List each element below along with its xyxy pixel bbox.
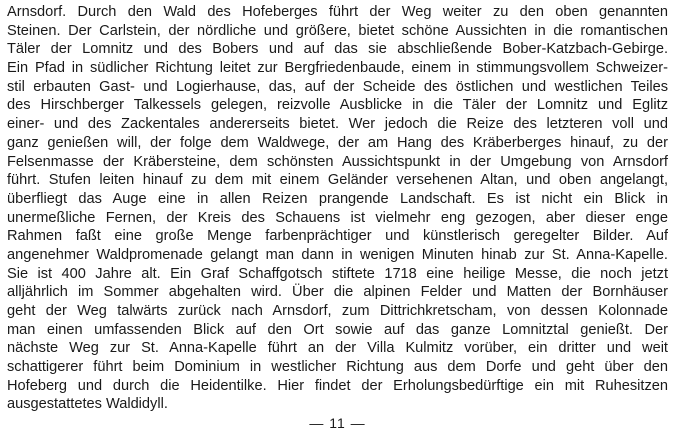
text-line: Hofeberg und durch die Heidentilke. Hier findet der Erholungsbedürftige ein mit Ruhesitzen bbox=[7, 377, 668, 394]
text-line: Ein Pfad in südlicher Richtung leitet zur Bergfriedenbaude, einem in stimmungsvollem Schweizer- bbox=[7, 60, 668, 77]
text-line: schattigerer führt beim Dominium in westlicher Richtung aus dem Dorfe und geht über den bbox=[7, 359, 668, 376]
text-line: stil erbauten Gast- und Logierhause, das, auf der Scheide des östlichen und westlichen Teiles bbox=[7, 78, 668, 95]
text-line: unermeßliche Fernen, der Kreis des Schauens ist vielmehr eng gezogen, aber dieser enge bbox=[7, 209, 668, 226]
text-line: Sie ist 400 Jahre alt. Ein Graf Schaffgotsch stiftete 1718 eine heilige Messe, die noch jetzt bbox=[7, 265, 668, 282]
text-line: Arnsdorf. Durch den Wald des Hofeberges führt der Weg weiter zu den oben genannten bbox=[7, 4, 668, 20]
text-line: man einen umfassenden Blick auf den Ort sowie auf das ganze Lomnitztal genießt. Der bbox=[7, 321, 668, 338]
text-line: Felsenmasse der Kräbersteine, dem schönsten Aussichtspunkt in der Umgebung von Arnsdorf bbox=[7, 153, 668, 170]
text-line: einer- und des Zackentales andererseits bietet. Wer jedoch die Reize des letzteren voll und bbox=[7, 116, 668, 133]
text-line: Täler der Lomnitz und des Bobers und auf das sie abschließende Bober-Katzbach-Gebirge. bbox=[7, 41, 668, 58]
body-paragraph bbox=[7, 3, 668, 414]
text-line: alljährlich im Sommer abgehalten wird. Über die alpinen Felder und Matten der Bornhäuser bbox=[7, 284, 668, 301]
text-line: Steinen. Der Carlstein, der nördliche und größere, bietet schöne Aussichten in die romantischen bbox=[7, 22, 668, 39]
text-line-last: ausgestattetes Waldidyll. bbox=[7, 396, 168, 413]
text-line: angenehmer Waldpromenade gelangt man dann in wenigen Minuten hinab zur St. Anna-Kapelle. bbox=[7, 246, 668, 263]
text-line: nächste Weg zur St. Anna-Kapelle führt an der Villa Kulmitz vorüber, ein dritter und weit bbox=[7, 340, 668, 357]
text-line: geht der Weg talwärts zurück nach Arnsdorf, zum Dittrichkretscham, von dessen Kolonnade bbox=[7, 303, 668, 319]
text-line: ganz genießen will, der folge dem Waldwege, der am Hang des Kräberberges hinauf, zu der bbox=[7, 134, 668, 151]
text-line: führt. Stufen leiten hinauf zu dem mit einem Geländer versehenen Altan, und oben angelangt, bbox=[7, 172, 668, 189]
page-number: — 11 — bbox=[309, 415, 366, 431]
text-line: des Hirschberger Talkessels gelegen, reizvolle Ausblicke in die Täler der Lomnitz und Eglitz bbox=[7, 97, 668, 114]
text-line: überfliegt das Auge eine in allen Reizen prangende Landschaft. Es ist nicht ein Blick in bbox=[7, 190, 668, 207]
text-line: Rahmen faßt eine große Menge farbenprächtiger und künstlerisch geregelter Bilder. Auf bbox=[7, 228, 668, 245]
